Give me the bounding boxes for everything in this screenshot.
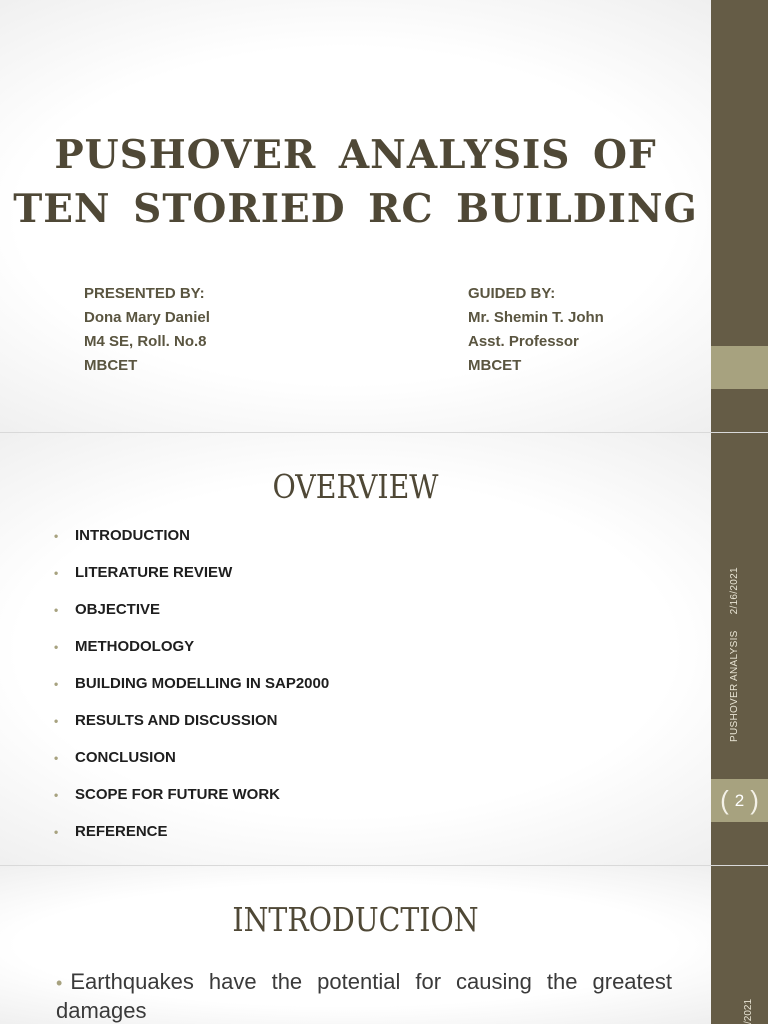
list-item: • CONCLUSION [54,747,329,784]
title-line-1: PUSHOVER ANALYSIS OF [54,132,657,178]
side-band-accent [711,346,768,389]
presented-by-heading: PRESENTED BY: [84,285,205,302]
list-item: • LITERATURE REVIEW [54,562,329,599]
page-number-badge [711,779,768,822]
bullet-icon: • [54,677,59,691]
title-line-2: TEN STORIED RC BUILDING [13,186,698,232]
bullet-icon: • [54,640,59,654]
page-number: 2 [734,790,745,810]
bullet-icon: • [54,603,59,617]
bullet-icon: • [56,973,63,993]
guided-by-block [468,282,604,378]
introduction-slide [0,866,768,1024]
bullet-icon: • [54,566,59,580]
presenter-college: MBCET [84,357,138,374]
bullet-icon: • [54,788,59,802]
list-item: • REFERENCE [54,821,329,858]
introduction-bullet-text: Earthquakes have the potential for causing the greatest damages [56,969,672,1023]
title-slide [0,0,768,432]
list-item: • OBJECTIVE [54,599,329,636]
side-band [711,866,768,1024]
footer-date-partial: /2021 [743,998,754,1024]
introduction-title: INTRODUCTION [232,900,479,939]
guide-designation: Asst. Professor [468,333,579,350]
bullet-icon: • [54,825,59,839]
presented-by-block [84,282,210,378]
footer-title: PUSHOVER ANALYSIS [729,630,740,742]
list-item: • INTRODUCTION [54,525,329,562]
footer-date: 2/16/2021 [729,567,740,615]
guided-by-heading: GUIDED BY: [468,285,556,302]
presenter-name: Dona Mary Daniel [84,309,210,326]
bracket-right-icon: ) [750,785,759,815]
introduction-bullet [56,968,672,1024]
list-item: • BUILDING MODELLING IN SAP2000 [54,673,329,710]
presentation-title [0,128,711,236]
list-item: • SCOPE FOR FUTURE WORK [54,784,329,821]
bullet-icon: • [54,529,59,543]
overview-list [54,525,329,858]
overview-title: OVERVIEW [272,467,439,506]
guide-name: Mr. Shemin T. John [468,309,604,326]
bullet-icon: • [54,751,59,765]
bracket-left-icon: ( [720,785,729,815]
overview-slide [0,433,768,865]
bullet-icon: • [54,714,59,728]
list-item: • RESULTS AND DISCUSSION [54,710,329,747]
guide-college: MBCET [468,357,522,374]
presenter-class: M4 SE, Roll. No.8 [84,333,207,350]
list-item: • METHODOLOGY [54,636,329,673]
